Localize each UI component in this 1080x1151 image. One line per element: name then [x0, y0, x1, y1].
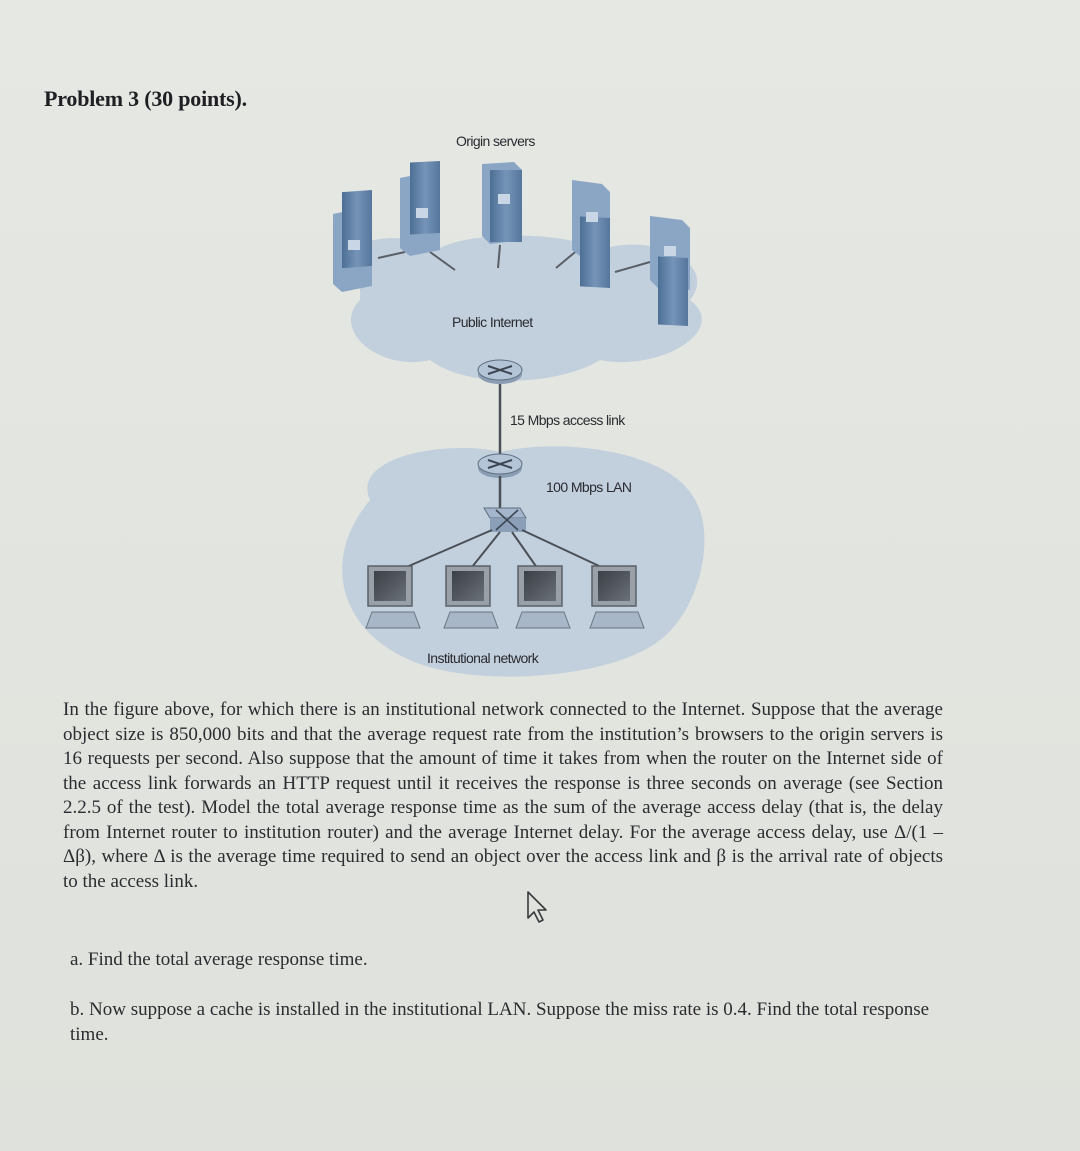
public-internet-cloud [351, 236, 702, 381]
lan-label: 100 Mbps LAN [546, 479, 632, 495]
question-a: a. Find the total average response time. [70, 949, 368, 970]
mouse-pointer-icon [518, 888, 558, 928]
public-internet-label: Public Internet [452, 314, 533, 330]
server-icon [400, 161, 440, 256]
problem-title: Problem 3 (30 points). [44, 86, 247, 111]
institutional-network-label: Institutional network [427, 650, 539, 666]
origin-servers-label: Origin servers [456, 133, 535, 149]
question-b: b. Now suppose a cache is installed in the institutional LAN. Suppose the miss rate is 0.4. Find the total response time. [70, 999, 930, 1045]
internet-router-icon [478, 360, 522, 384]
workstation-icon [590, 566, 644, 628]
access-link-label: 15 Mbps access link [510, 412, 625, 428]
server-icon [333, 190, 372, 292]
workstation-icon [516, 566, 570, 628]
server-icon [482, 162, 522, 244]
institution-router-icon [478, 454, 522, 478]
workstation-icon [366, 566, 420, 628]
workstation-icon [444, 566, 498, 628]
institutional-network-cloud [342, 446, 704, 676]
problem-description: In the figure above, for which there is an institutional network connected to the Internet. Suppose that the average object size is 850,000 bits and that the average request rate from the institution’s browsers to the origin servers is 16 requests per second. Also suppose that the amount of time it takes from when the router on the Internet side of the access link forwards an HTTP request until it receives the response is three seconds on average (see Section 2.2.5 of the test). Model the total average response time as the sum of the average access delay (that is, the delay from Internet router to institution router) and the average Internet delay. For the average access delay, use Δ/(1 – Δβ), where Δ is the average time required to send an object over the access link and β is the arrival rate of objects to the access link. [63, 699, 943, 892]
lan-switch-icon [484, 508, 526, 532]
